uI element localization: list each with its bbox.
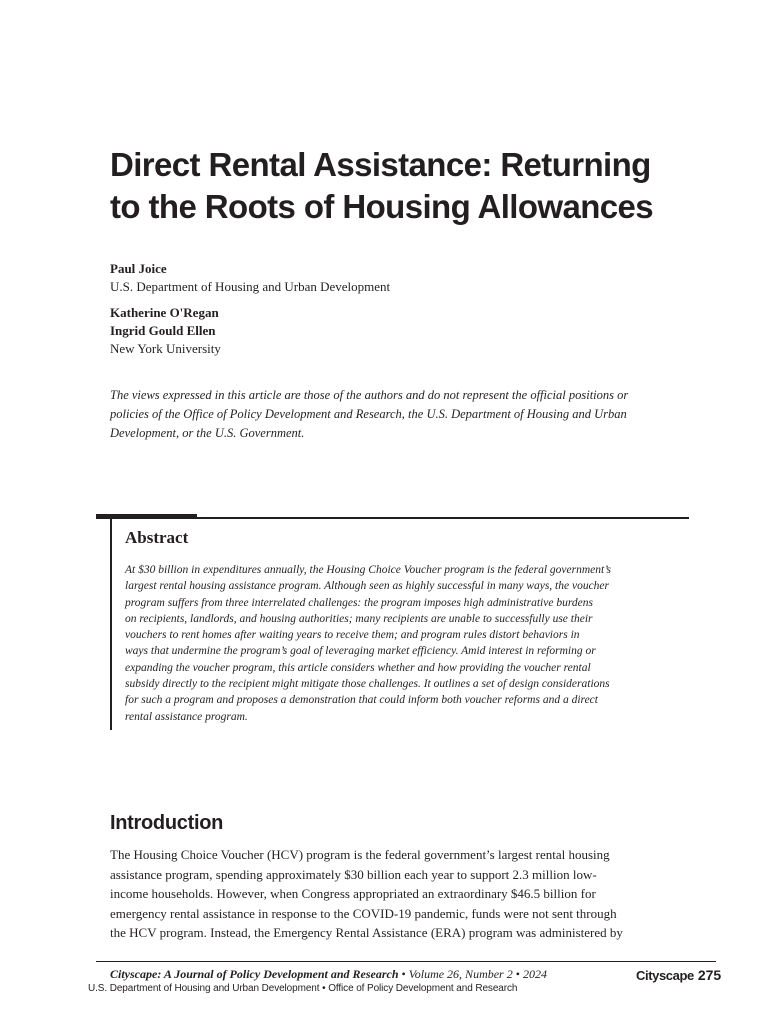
- footer-page-label: [636, 967, 721, 983]
- body-line: The Housing Choice Voucher (HCV) program is the federal government’s largest rental housing: [110, 847, 610, 862]
- journal-year: 2024: [522, 967, 547, 981]
- article-title: [110, 144, 730, 228]
- disclaimer-line: The views expressed in this article are those of the authors and do not represent the official positions or: [110, 388, 629, 402]
- title-line: to the Roots of Housing Allowances: [110, 188, 654, 225]
- author-list: [110, 260, 710, 366]
- body-line: the HCV program. Instead, the Emergency Rental Assistance (ERA) program was administered by: [110, 925, 623, 941]
- abstract-box: [96, 514, 690, 736]
- abstract-line: largest rental housing assistance program. Although seen as highly successful in many ways, the voucher: [125, 580, 610, 593]
- abstract-line: program suffers from three interrelated challenges: the program imposes high administrative burdens: [125, 596, 593, 609]
- abstract-line: subsidy directly to the recipient might mitigate those challenges. It outlines a set of design considerations: [125, 678, 610, 691]
- abstract-line: At $30 billion in expenditures annually, the Housing Choice Voucher program is the federal government’s: [125, 564, 612, 576]
- section-heading-introduction: Introduction: [110, 812, 224, 834]
- body-line: income households. However, when Congress appropriated an extraordinary $46.5 billion for: [110, 886, 596, 902]
- disclaimer-line: Development, or the U.S. Government.: [110, 426, 305, 440]
- footer-department: U.S. Department of Housing and Urban Development • Office of Policy Development and Research: [88, 983, 518, 994]
- author-affiliation: U.S. Department of Housing and Urban Development: [110, 279, 391, 294]
- author-name: Paul Joice: [110, 261, 167, 276]
- author-group: [110, 304, 710, 358]
- footer-rule: [96, 961, 716, 962]
- abstract-heading: Abstract: [125, 528, 189, 547]
- abstract-line: on recipients, landlords, and housing authorities; many recipients are unable to successfully use their: [125, 612, 593, 625]
- journal-title: Cityscape: A Journal of Policy Development and Research: [110, 967, 399, 981]
- disclaimer-line: policies of the Office of Policy Development and Research, the U.S. Department of Housing and Urban: [110, 407, 627, 421]
- separator-bullet: •: [515, 967, 520, 981]
- author-affiliation: New York University: [110, 341, 221, 356]
- author-name: Ingrid Gould Ellen: [110, 323, 216, 338]
- author-group: [110, 260, 710, 296]
- abstract-line: rental assistance program.: [125, 710, 248, 723]
- abstract-line: expanding the voucher program, this article considers whether and how providing the voucher rental: [125, 661, 591, 674]
- abstract-side-rule: [110, 518, 112, 730]
- body-line: assistance program, spending approximately $30 billion each year to support 2.3 million low-: [110, 866, 597, 882]
- body-line: emergency rental assistance in response to the COVID-19 pandemic, funds were not sent through: [110, 905, 617, 921]
- disclaimer: [110, 386, 685, 443]
- footer-journal-citation: [110, 967, 547, 982]
- journal-volume: Volume 26, Number 2: [408, 967, 513, 981]
- title-line: Direct Rental Assistance: Returning: [110, 146, 651, 183]
- author-name: Katherine O'Regan: [110, 305, 219, 320]
- journal-short-name: Cityscape: [636, 968, 694, 983]
- abstract-line: ways that undermine the program’s goal of leveraging market efficiency. Amid interest in reforming or: [125, 645, 596, 658]
- page-number: 275: [697, 967, 722, 983]
- introduction-body: [110, 845, 685, 943]
- abstract-line: for such a program and proposes a demonstration that could inform both voucher reforms and a direct: [125, 694, 598, 707]
- abstract-text: [125, 562, 690, 725]
- separator-bullet: •: [401, 967, 406, 981]
- abstract-line: vouchers to rent homes after waiting years to receive them; and program rules distort behaviors in: [125, 629, 580, 642]
